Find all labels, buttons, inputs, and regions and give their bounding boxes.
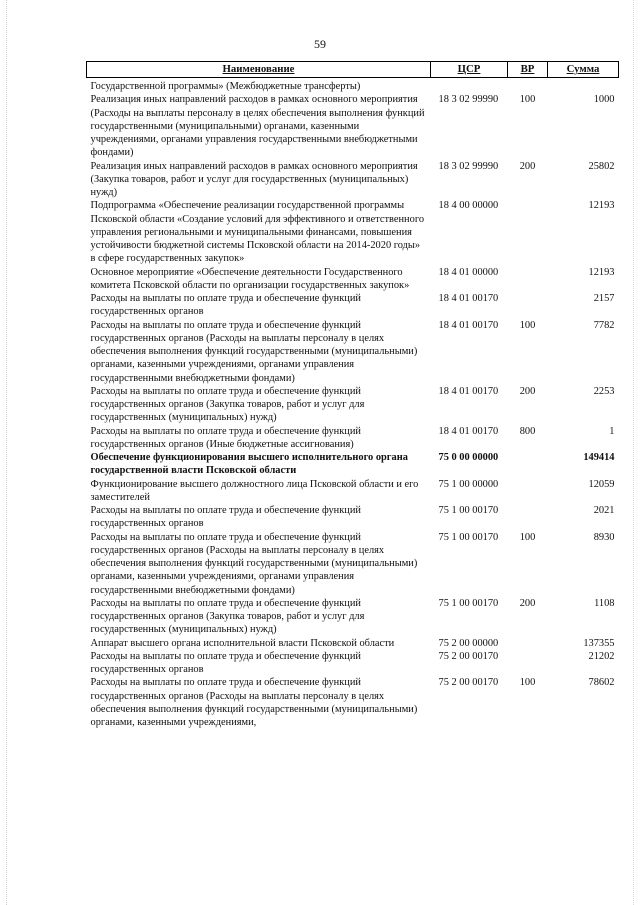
cell-name: Обеспечение функционирования высшего исполнительного органа государственной власти Псковской области: [90, 452, 408, 477]
cell-sum: 1108: [594, 597, 615, 609]
table-row: [87, 292, 619, 319]
cell-sum: 2157: [593, 293, 615, 304]
cell-csr: 75 1 00 00000: [438, 478, 499, 490]
cell-name: Расходы на выплаты по оплате труда и обеспечение функций государственных органов (Закупка товаров, работ и услуг для государственных (муниципальных) нужд): [90, 597, 365, 636]
cell-name: Расходы на выплаты по оплате труда и обеспечение функций государственных органов: [90, 650, 361, 675]
cell-vr: [508, 199, 548, 265]
header-csr: ЦСР: [431, 62, 508, 78]
table-row: [87, 650, 619, 677]
cell-vr: 200: [519, 597, 536, 609]
cell-csr: [431, 78, 508, 94]
cell-vr: 100: [519, 531, 536, 543]
scan-left-edge: [6, 0, 8, 905]
cell-name: Расходы на выплаты по оплате труда и обеспечение функций государственных органов (Расходы на выплаты персоналу в целях обеспечения выполнения функций государственными (муниципальными) органами, казенными учреждениями, органами управления государственными внебюджетными фондами): [90, 319, 418, 384]
cell-sum: 12193: [588, 200, 615, 212]
page-number: 59: [314, 37, 326, 51]
table-row: [87, 425, 619, 452]
cell-csr: 18 3 02 99990: [438, 160, 499, 172]
cell-name: Расходы на выплаты по оплате труда и обеспечение функций государственных органов: [90, 505, 361, 530]
cell-vr: 100: [519, 319, 536, 331]
table-row: [87, 319, 619, 385]
cell-sum: 137355: [583, 637, 615, 649]
cell-sum: 1: [609, 425, 615, 437]
cell-sum: 12059: [588, 478, 615, 490]
cell-name: Реализация иных направлений расходов в рамках основного мероприятия (Закупка товаров, работ и услуг для государственных (муниципальных) нужд): [90, 160, 418, 198]
cell-csr: 75 1 00 00170: [438, 531, 499, 543]
table-row: [87, 266, 619, 293]
cell-name: Реализация иных направлений расходов в рамках основного мероприятия (Расходы на выплаты персоналу в целях обеспечения выполнения функций государственными (муниципальными) органами, казенными учреждениями, органами управления государственными внебюджетными фондами): [90, 94, 425, 159]
cell-sum: 2253: [593, 385, 615, 397]
cell-vr: 100: [519, 94, 536, 106]
table-row: [87, 385, 619, 425]
cell-name: Расходы на выплаты по оплате труда и обеспечение функций государственных органов (Расходы на выплаты персоналу в целях обеспечения выполнения функций государственными (муниципальными) органами, казенными учреждениями,: [90, 677, 418, 728]
table-row: [87, 478, 619, 505]
table-row: [87, 199, 619, 265]
cell-csr: 18 4 01 00170: [438, 385, 499, 397]
cell-name: Расходы на выплаты по оплате труда и обеспечение функций государственных органов (Закупка товаров, работ и услуг для государственных (муниципальных) нужд): [90, 385, 365, 424]
header-vr: ВР: [508, 62, 548, 78]
cell-name: Государственной программы» (Межбюджетные трансферты): [90, 81, 361, 92]
table-header-row: [87, 62, 619, 78]
cell-csr: 75 2 00 00000: [438, 637, 499, 649]
cell-csr: 75 2 00 00170: [438, 677, 499, 689]
scan-right-edge: [633, 0, 635, 905]
cell-csr: 75 0 00 00000: [438, 452, 499, 463]
cell-sum: 8930: [593, 531, 615, 543]
cell-csr: 18 3 02 99990: [438, 94, 499, 106]
cell-name: Расходы на выплаты по оплате труда и обеспечение функций государственных органов: [90, 293, 361, 318]
cell-vr: 200: [519, 160, 536, 172]
cell-vr: [508, 637, 548, 650]
cell-vr: 100: [519, 677, 536, 689]
table-row: [87, 93, 619, 159]
cell-name: Основное мероприятие «Обеспечение деятельности Государственного комитета Псковской области по организации государственных закупок»: [90, 266, 410, 291]
cell-name: Расходы на выплаты по оплате труда и обеспечение функций государственных органов (Расходы на выплаты персоналу в целях обеспечения выполнения функций государственными (муниципальными) органами, казенными учреждениями, органами управления государственными внебюджетными фондами): [90, 531, 418, 596]
cell-vr: [508, 504, 548, 531]
table-row: [87, 597, 619, 637]
cell-csr: 18 4 01 00000: [438, 266, 499, 278]
cell-csr: 75 1 00 00170: [438, 505, 499, 516]
table-row: [87, 160, 619, 200]
cell-vr: [508, 451, 548, 478]
table-row: [87, 637, 619, 650]
cell-name: Расходы на выплаты по оплате труда и обеспечение функций государственных органов (Иные бюджетные ассигнования): [90, 425, 361, 450]
cell-vr: [508, 650, 548, 677]
budget-table: [86, 61, 619, 729]
cell-sum: 78602: [588, 677, 615, 689]
table-row: [87, 531, 619, 597]
cell-name: Подпрограмма «Обеспечение реализации государственной программы Псковской области «Создание условий для эффективного и ответственного управления региональными и муниципальными финансами, повышения устойчивости бюджетной системы Псковской области на 2014-2020 годы» в сфере государственных закупок»: [90, 200, 425, 265]
cell-name: Аппарат высшего органа исполнительной власти Псковской области: [90, 637, 395, 649]
cell-vr: [508, 292, 548, 319]
cell-sum: 1000: [593, 94, 615, 106]
header-name: Наименование: [87, 62, 431, 78]
table-row: [87, 504, 619, 531]
cell-csr: 75 2 00 00170: [438, 650, 499, 662]
cell-sum: 25802: [588, 160, 615, 172]
table-row: [87, 676, 619, 729]
header-sum: Сумма: [548, 62, 619, 78]
cell-sum: 21202: [588, 650, 615, 662]
cell-csr: 18 4 01 00170: [438, 293, 499, 304]
cell-vr: [508, 266, 548, 293]
cell-sum: 12193: [588, 266, 615, 278]
cell-sum: [548, 78, 619, 94]
cell-sum: 149414: [583, 452, 615, 463]
cell-csr: 18 4 01 00170: [438, 425, 499, 437]
table-row: [87, 78, 619, 94]
table-row: [87, 451, 619, 478]
table-body: [87, 78, 619, 730]
cell-vr: 200: [519, 385, 536, 397]
cell-vr: [508, 78, 548, 94]
cell-name: Функционирование высшего должностного лица Псковской области и его заместителей: [90, 478, 419, 503]
cell-csr: 18 4 00 00000: [438, 200, 499, 212]
cell-sum: 2021: [593, 505, 615, 516]
cell-csr: 18 4 01 00170: [438, 319, 499, 331]
cell-csr: 75 1 00 00170: [438, 597, 499, 609]
cell-vr: [508, 478, 548, 505]
cell-vr: 800: [519, 425, 536, 437]
cell-sum: 7782: [593, 319, 615, 331]
